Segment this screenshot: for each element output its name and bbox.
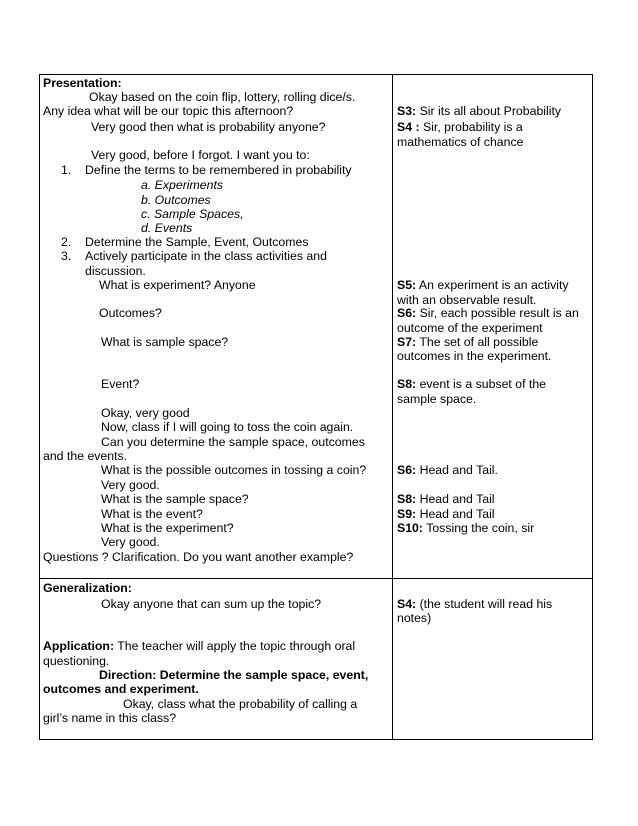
application-text: The teacher will apply the topic through oral (117, 639, 356, 653)
teacher-question: What is experiment? Anyone (99, 278, 256, 292)
student-text: Sir, each possible result is an (419, 306, 579, 320)
student-response (397, 492, 495, 506)
student-response (397, 521, 534, 535)
application-heading: Application: (43, 639, 115, 653)
teacher-question: What is the sample space? (101, 492, 249, 506)
student-text: sample space. (397, 392, 477, 406)
teacher-line: Okay, very good (101, 406, 190, 420)
student-text: event is a subset of the (419, 377, 547, 391)
student-response (397, 463, 498, 477)
teacher-line: Very good, before I forgot. I want you to: (91, 148, 310, 162)
sub-item: b. Outcomes (141, 193, 211, 207)
student-response (397, 306, 579, 320)
list-number: 1. (61, 163, 72, 177)
student-label: S5: (397, 278, 417, 292)
student-response (397, 104, 561, 118)
teacher-question: What is the possible outcomes in tossing a coin? (101, 463, 367, 477)
teacher-question: Outcomes? (99, 306, 162, 320)
list-item: Actively participate in the class activities and (85, 249, 327, 263)
direction-line: Direction: Determine the sample space, event, (99, 668, 369, 682)
sub-item: a. Experiments (141, 178, 224, 192)
student-text: An experiment is an activity (418, 278, 569, 292)
student-response (397, 507, 495, 521)
student-label: S7: (397, 335, 417, 349)
student-label: S9: (397, 507, 417, 521)
student-text: mathematics of chance (397, 135, 524, 149)
teacher-line: Okay based on the coin flip, lottery, rolling dice/s. (89, 90, 356, 104)
student-text: Sir, probability is a (422, 120, 523, 134)
student-text: Head and Tail. (419, 463, 498, 477)
teacher-question: What is the event? (101, 507, 203, 521)
student-label: S10: (397, 521, 423, 535)
list-number: 3. (61, 249, 72, 263)
teacher-line: Very good. (101, 535, 160, 549)
student-text: outcomes in the experiment. (397, 349, 552, 363)
generalization-question: Okay anyone that can sum up the topic? (101, 597, 322, 611)
student-response (397, 335, 538, 349)
student-text: Sir its all about Probability (419, 104, 562, 118)
student-label: S3: (397, 104, 417, 118)
student-text: The set of all possible (419, 335, 539, 349)
student-text: (the student will read his (419, 597, 553, 611)
student-response (397, 278, 569, 292)
list-item-continued: discussion. (85, 264, 146, 278)
teacher-question: Event? (101, 377, 140, 391)
teacher-line: Now, class if I will going to toss the coin again. (101, 420, 354, 434)
sub-item: c. Sample Spaces, (141, 207, 244, 221)
list-item: Determine the Sample, Event, Outcomes (85, 235, 309, 249)
teacher-line: Very good. (101, 478, 160, 492)
student-response (397, 377, 546, 391)
student-label: S8: (397, 492, 417, 506)
student-label: S6: (397, 306, 417, 320)
student-text: notes) (397, 611, 432, 625)
application-line (43, 639, 355, 653)
student-text: outcome of the experiment (397, 321, 543, 335)
direction-line: outcomes and experiment. (43, 682, 199, 696)
student-response (397, 597, 552, 611)
application-question: Okay, class what the probability of calling a (123, 697, 358, 711)
teacher-line: Very good then what is probability anyone? (91, 120, 326, 134)
student-label: S8: (397, 377, 417, 391)
student-text: Tossing the coin, sir (426, 521, 535, 535)
student-text: with an observable result. (397, 293, 537, 307)
student-text: Head and Tail (419, 492, 495, 506)
student-text: Head and Tail (419, 507, 495, 521)
list-item: Define the terms to be remembered in probability (85, 163, 352, 177)
teacher-line: Can you determine the sample space, outcomes (101, 435, 365, 449)
application-text: questioning. (43, 654, 110, 668)
student-label: S4 : (397, 120, 420, 134)
teacher-question: What is the experiment? (101, 521, 234, 535)
lesson-table (39, 74, 593, 740)
student-label: S4: (397, 597, 417, 611)
generalization-heading: Generalization: (43, 581, 132, 595)
application-question: girl’s name in this class? (43, 711, 177, 725)
teacher-question: What is sample space? (101, 335, 229, 349)
teacher-line: Any idea what will be our topic this afternoon? (43, 104, 294, 118)
student-label: S6: (397, 463, 417, 477)
teacher-line: and the events. (43, 449, 128, 463)
sub-item: d. Events (141, 221, 193, 235)
presentation-heading: Presentation: (43, 76, 122, 90)
student-response (397, 120, 523, 134)
teacher-line: Questions ? Clarification. Do you want another example? (43, 550, 354, 564)
list-number: 2. (61, 235, 72, 249)
